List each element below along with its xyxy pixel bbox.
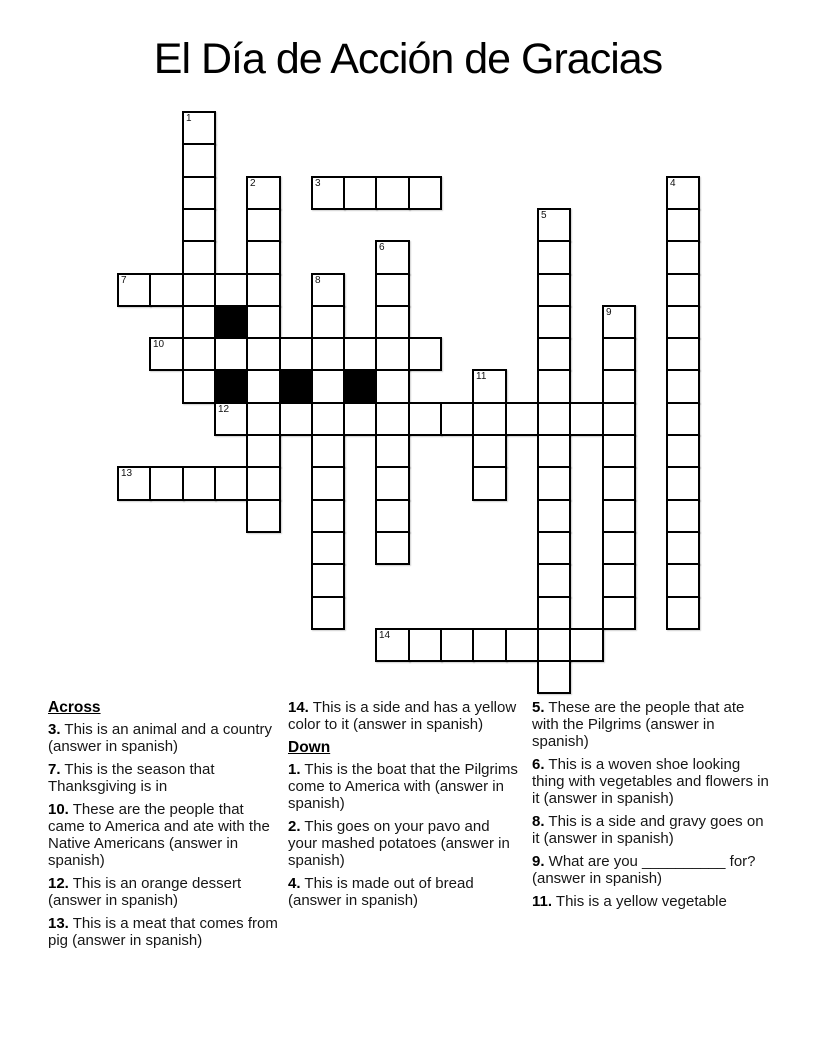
clue-number: 3. (48, 721, 61, 738)
grid-cell[interactable] (214, 466, 248, 501)
grid-cell[interactable] (537, 208, 571, 242)
grid-cell[interactable] (246, 273, 281, 307)
grid-cell[interactable] (246, 369, 281, 404)
grid-cell[interactable] (182, 208, 216, 242)
grid-cell[interactable] (246, 402, 281, 436)
grid-cell[interactable] (602, 305, 636, 339)
cell-number: 6 (379, 242, 385, 253)
grid-cell[interactable] (375, 273, 410, 307)
grid-cell[interactable] (537, 563, 571, 598)
grid-cell[interactable] (602, 531, 636, 565)
clue-number: 2. (288, 818, 301, 835)
clue-number: 5. (532, 699, 545, 716)
cell-number: 13 (121, 468, 133, 479)
grid-cell[interactable] (537, 660, 571, 694)
grid-cell[interactable] (246, 337, 281, 371)
grid-cell[interactable] (472, 466, 507, 501)
grid-cell[interactable] (666, 305, 700, 339)
clue-number: 7. (48, 761, 61, 778)
grid-cell[interactable] (666, 240, 700, 275)
black-cell (214, 305, 248, 339)
clue-item: 10. These are the people that came to America and ate with the Native Americans (answer in spanish) (48, 801, 270, 869)
grid-cell[interactable] (440, 628, 474, 662)
grid-cell[interactable] (182, 466, 216, 501)
grid-cell[interactable] (311, 596, 345, 630)
clue-item: 9. What are you __________ for? (answer in spanish) (532, 853, 756, 887)
grid-cell[interactable] (602, 434, 636, 468)
clue-number: 11. (532, 893, 553, 910)
grid-cell[interactable] (537, 531, 571, 565)
grid-cell[interactable] (343, 337, 377, 371)
grid-cell[interactable] (666, 402, 700, 436)
grid-cell[interactable] (602, 369, 636, 404)
clue-number: 12. (48, 875, 69, 892)
clue-number: 1. (288, 761, 301, 778)
cell-number: 7 (121, 275, 127, 286)
grid-cell[interactable] (375, 499, 410, 533)
grid-cell[interactable] (375, 402, 410, 436)
grid-cell[interactable] (246, 305, 281, 339)
clue-item: 3. This is an animal and a country (answer in spanish) (48, 721, 273, 755)
grid-cell[interactable] (279, 337, 313, 371)
clue-item: 12. This is an orange dessert (answer in spanish) (48, 875, 242, 909)
grid-cell[interactable] (311, 176, 345, 210)
grid-cell[interactable] (602, 563, 636, 598)
grid-cell[interactable] (472, 628, 507, 662)
clue-item: 8. This is a side and gravy goes on it (answer in spanish) (532, 813, 764, 847)
cell-number: 14 (379, 630, 391, 641)
grid-cell[interactable] (375, 628, 410, 662)
grid-cell[interactable] (343, 176, 377, 210)
grid-cell[interactable] (537, 369, 571, 404)
grid-cell[interactable] (537, 240, 571, 275)
grid-cell[interactable] (666, 531, 700, 565)
grid-cell[interactable] (602, 499, 636, 533)
grid-cell[interactable] (311, 434, 345, 468)
grid-cell[interactable] (602, 466, 636, 501)
clue-column-1 (48, 699, 280, 955)
grid-cell[interactable] (375, 531, 410, 565)
grid-cell[interactable] (472, 369, 507, 404)
grid-cell[interactable] (311, 402, 345, 436)
grid-cell[interactable] (311, 563, 345, 598)
grid-cell[interactable] (602, 596, 636, 630)
grid-cell[interactable] (666, 466, 700, 501)
grid-cell[interactable] (343, 402, 377, 436)
grid-cell[interactable] (408, 402, 442, 436)
clue-item: 4. This is made out of bread (answer in spanish) (288, 875, 474, 909)
across-header: Across (48, 699, 101, 716)
grid-cell[interactable] (246, 208, 281, 242)
grid-cell[interactable] (246, 466, 281, 501)
clue-number: 10. (48, 801, 69, 818)
grid-cell[interactable] (182, 337, 216, 371)
grid-cell[interactable] (666, 596, 700, 630)
grid-cell[interactable] (537, 499, 571, 533)
cell-number: 4 (670, 178, 676, 189)
grid-cell[interactable] (214, 273, 248, 307)
grid-cell[interactable] (666, 369, 700, 404)
grid-cell[interactable] (375, 240, 410, 275)
grid-cell[interactable] (666, 273, 700, 307)
clue-number: 8. (532, 813, 545, 830)
grid-cell[interactable] (279, 402, 313, 436)
grid-cell[interactable] (666, 208, 700, 242)
grid-cell[interactable] (666, 434, 700, 468)
clue-item: 14. This is a side and has a yellow color to it (answer in spanish) (288, 699, 517, 733)
grid-cell[interactable] (182, 176, 216, 210)
grid-cell[interactable] (375, 466, 410, 501)
grid-cell[interactable] (182, 273, 216, 307)
cell-number: 1 (186, 113, 192, 124)
grid-cell[interactable] (408, 628, 442, 662)
grid-cell[interactable] (537, 305, 571, 339)
grid-cell[interactable] (666, 563, 700, 598)
clue-item: 13. This is a meat that comes from pig (answer in spanish) (48, 915, 278, 949)
clue-column-3 (532, 699, 770, 916)
grid-cell[interactable] (537, 337, 571, 371)
grid-cell[interactable] (375, 434, 410, 468)
clue-item: 2. This goes on your pavo and your mashed potatoes (answer in spanish) (288, 818, 510, 869)
grid-cell[interactable] (602, 402, 636, 436)
clue-number: 4. (288, 875, 301, 892)
clue-item: 7. This is the season that Thanksgiving is in (48, 761, 215, 795)
cell-number: 11 (476, 371, 487, 382)
grid-cell[interactable] (182, 111, 216, 145)
grid-cell[interactable] (666, 499, 700, 533)
clue-number: 14. (288, 699, 309, 716)
grid-cell[interactable] (537, 628, 571, 662)
black-cell (279, 369, 313, 404)
cell-number: 5 (541, 210, 547, 221)
grid-cell[interactable] (375, 337, 410, 371)
grid-cell[interactable] (505, 628, 539, 662)
grid-cell[interactable] (149, 273, 184, 307)
grid-cell[interactable] (117, 466, 151, 501)
cell-number: 12 (218, 404, 230, 415)
grid-cell[interactable] (537, 434, 571, 468)
cell-number: 10 (153, 339, 165, 350)
grid-cell[interactable] (375, 305, 410, 339)
clue-column-2 (288, 699, 518, 915)
grid-cell[interactable] (182, 305, 216, 339)
clue-item: 5. These are the people that ate with the Pilgrims (answer in spanish) (532, 699, 745, 750)
puzzle-title: El Día de Acción de Gracias (153, 35, 663, 83)
grid-cell[interactable] (569, 402, 604, 436)
grid-cell[interactable] (602, 337, 636, 371)
grid-cell[interactable] (214, 402, 248, 436)
grid-cell[interactable] (311, 369, 345, 404)
grid-cell[interactable] (375, 369, 410, 404)
grid-cell[interactable] (311, 466, 345, 501)
grid-cell[interactable] (472, 402, 507, 436)
grid-cell[interactable] (246, 499, 281, 533)
grid-cell[interactable] (440, 402, 474, 436)
grid-cell[interactable] (149, 466, 184, 501)
grid-cell[interactable] (537, 466, 571, 501)
cell-number: 2 (250, 178, 256, 189)
grid-cell[interactable] (505, 402, 539, 436)
clue-number: 9. (532, 853, 545, 870)
cell-number: 8 (315, 275, 321, 286)
grid-cell[interactable] (182, 369, 216, 404)
grid-cell[interactable] (311, 499, 345, 533)
grid-cell[interactable] (537, 273, 571, 307)
grid-cell[interactable] (472, 434, 507, 468)
black-cell (214, 369, 248, 404)
grid-cell[interactable] (182, 143, 216, 178)
clue-item: 6. This is a woven shoe looking thing with vegetables and flowers in it (answer in spanish) (532, 756, 769, 807)
black-cell (343, 369, 377, 404)
grid-cell[interactable] (311, 305, 345, 339)
clue-item: 1. This is the boat that the Pilgrims come to America with (answer in spanish) (288, 761, 518, 812)
grid-cell[interactable] (569, 628, 604, 662)
down-header: Down (288, 739, 331, 756)
grid-cell[interactable] (214, 337, 248, 371)
cell-number: 9 (606, 307, 612, 318)
clue-number: 13. (48, 915, 69, 932)
grid-cell[interactable] (666, 337, 700, 371)
grid-cell[interactable] (311, 531, 345, 565)
clue-item: 11. This is a yellow vegetable (532, 893, 727, 910)
grid-cell[interactable] (537, 596, 571, 630)
grid-cell[interactable] (311, 273, 345, 307)
grid-cell[interactable] (246, 434, 281, 468)
grid-cell[interactable] (182, 240, 216, 275)
grid-cell[interactable] (246, 240, 281, 275)
clue-number: 6. (532, 756, 545, 773)
grid-cell[interactable] (666, 176, 700, 210)
grid-cell[interactable] (246, 176, 281, 210)
cell-number: 3 (315, 178, 321, 189)
grid-cell[interactable] (375, 176, 410, 210)
grid-cell[interactable] (537, 402, 571, 436)
grid-cell[interactable] (311, 337, 345, 371)
grid-cell[interactable] (149, 337, 184, 371)
grid-cell[interactable] (408, 337, 442, 371)
grid-cell[interactable] (117, 273, 151, 307)
grid-cell[interactable] (408, 176, 442, 210)
